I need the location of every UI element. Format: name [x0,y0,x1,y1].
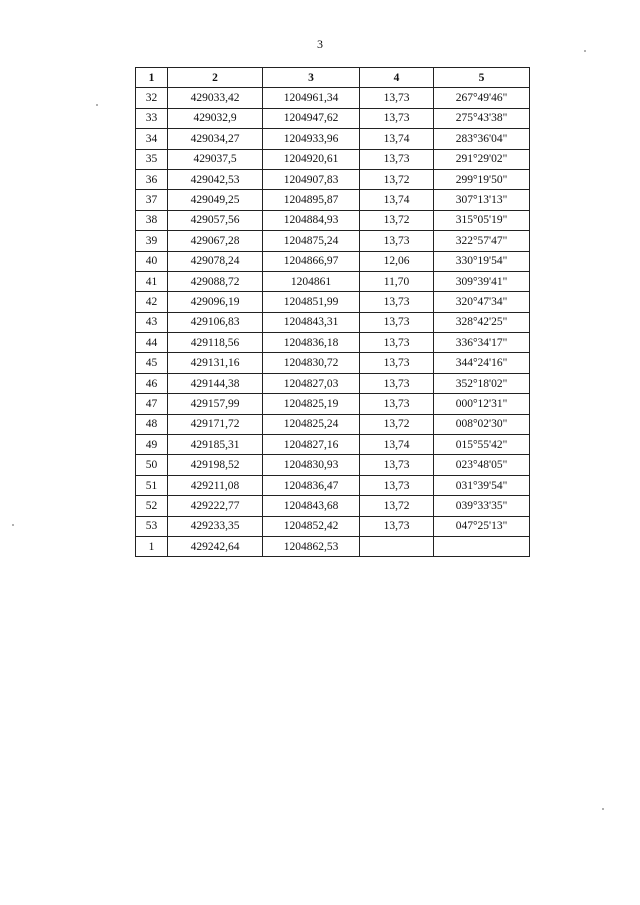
table-cell-col-5: 267°49'46" [434,88,530,108]
table-row [136,536,530,556]
table-cell-col-5: 023°48'05" [434,455,530,475]
table-row [136,496,530,516]
table-cell-col-4 [360,536,434,556]
header-col-5: 5 [434,68,530,88]
table-cell-col-5: 330°19'54" [434,251,530,271]
table-cell-col-3: 1204836,18 [263,333,360,353]
table-row [136,231,530,251]
table-cell-col-4: 13,73 [360,394,434,414]
table-cell-col-3: 1204830,93 [263,455,360,475]
table-row [136,475,530,495]
table-cell-col-4: 13,74 [360,190,434,210]
table-cell-col-2: 429078,24 [168,251,263,271]
table-row [136,455,530,475]
table-cell-col-1: 46 [136,373,168,393]
table-row [136,435,530,455]
table-cell-col-3: 1204933,96 [263,129,360,149]
table-row [136,108,530,128]
table-cell-col-2: 429171,72 [168,414,263,434]
table-cell-col-5: 336°34'17" [434,333,530,353]
table-cell-col-1: 40 [136,251,168,271]
table-cell-col-5: 299°19'50" [434,169,530,189]
table-cell-col-3: 1204827,03 [263,373,360,393]
table-cell-col-2: 429037,5 [168,149,263,169]
table-cell-col-4: 13,73 [360,312,434,332]
table-cell-col-1: 32 [136,88,168,108]
table-cell-col-1: 53 [136,516,168,536]
table-cell-col-2: 429233,35 [168,516,263,536]
table-cell-col-1: 48 [136,414,168,434]
table-cell-col-3: 1204843,68 [263,496,360,516]
table-cell-col-2: 429088,72 [168,271,263,291]
table-cell-col-5: 039°33'35" [434,496,530,516]
table-body [136,88,530,557]
table-cell-col-5: 315°05'19" [434,210,530,230]
table-cell-col-5: 344°24'16" [434,353,530,373]
table-cell-col-2: 429106,83 [168,312,263,332]
table-cell-col-2: 429131,16 [168,353,263,373]
table-cell-col-1: 41 [136,271,168,291]
table-cell-col-2: 429211,08 [168,475,263,495]
table-cell-col-5: 283°36'04" [434,129,530,149]
table-cell-col-4: 13,72 [360,414,434,434]
table-cell-col-3: 1204852,42 [263,516,360,536]
table-cell-col-5 [434,536,530,556]
table-row [136,149,530,169]
table-cell-col-4: 13,73 [360,353,434,373]
coordinates-table [135,67,530,557]
header-col-1: 1 [136,68,168,88]
page-number: 3 [317,37,323,51]
header-col-4: 4 [360,68,434,88]
table-cell-col-4: 13,73 [360,231,434,251]
table-cell-col-4: 13,73 [360,149,434,169]
table-row [136,516,530,536]
table-row [136,169,530,189]
table-cell-col-1: 36 [136,169,168,189]
table-cell-col-3: 1204825,19 [263,394,360,414]
table-cell-col-5: 328°42'25" [434,312,530,332]
table-cell-col-4: 13,73 [360,516,434,536]
header-col-3: 3 [263,68,360,88]
table-row [136,312,530,332]
table-cell-col-5: 352°18'02" [434,373,530,393]
table-cell-col-4: 12,06 [360,251,434,271]
table-cell-col-1: 43 [136,312,168,332]
scan-speck [96,104,98,106]
table-cell-col-5: 309°39'41" [434,271,530,291]
table-cell-col-5: 031°39'54" [434,475,530,495]
table-cell-col-5: 008°02'30" [434,414,530,434]
table-cell-col-4: 13,73 [360,108,434,128]
table-cell-col-3: 1204830,72 [263,353,360,373]
table-cell-col-4: 13,72 [360,169,434,189]
table-cell-col-4: 13,74 [360,435,434,455]
table-cell-col-5: 275°43'38" [434,108,530,128]
scan-speck [602,808,604,810]
table-row [136,414,530,434]
table-cell-col-3: 1204861 [263,271,360,291]
table-cell-col-3: 1204866,97 [263,251,360,271]
table-cell-col-2: 429042,53 [168,169,263,189]
table-cell-col-2: 429222,77 [168,496,263,516]
table-cell-col-5: 307°13'13" [434,190,530,210]
table-cell-col-5: 320°47'34" [434,292,530,312]
table-row [136,129,530,149]
table-cell-col-2: 429057,56 [168,210,263,230]
table-cell-col-4: 13,72 [360,496,434,516]
table-cell-col-1: 38 [136,210,168,230]
table-cell-col-1: 52 [136,496,168,516]
table-cell-col-2: 429198,52 [168,455,263,475]
table-cell-col-4: 13,73 [360,475,434,495]
table-header-row [136,68,530,88]
table-cell-col-3: 1204884,93 [263,210,360,230]
table-cell-col-2: 429144,38 [168,373,263,393]
table-cell-col-2: 429049,25 [168,190,263,210]
table-cell-col-4: 11,70 [360,271,434,291]
table-row [136,292,530,312]
table-cell-col-3: 1204947,62 [263,108,360,128]
table-cell-col-4: 13,73 [360,333,434,353]
table-cell-col-3: 1204920,61 [263,149,360,169]
table-cell-col-4: 13,73 [360,373,434,393]
table-cell-col-3: 1204825,24 [263,414,360,434]
table-cell-col-3: 1204875,24 [263,231,360,251]
table-cell-col-1: 34 [136,129,168,149]
table-cell-col-1: 35 [136,149,168,169]
table-cell-col-1: 51 [136,475,168,495]
table-cell-col-1: 1 [136,536,168,556]
table-cell-col-1: 37 [136,190,168,210]
table-cell-col-2: 429242,64 [168,536,263,556]
table-cell-col-1: 45 [136,353,168,373]
scan-speck [584,50,586,52]
scan-speck [12,524,14,526]
table-cell-col-5: 291°29'02" [434,149,530,169]
table-cell-col-5: 047°25'13" [434,516,530,536]
table-cell-col-2: 429067,28 [168,231,263,251]
table-cell-col-1: 33 [136,108,168,128]
table-row [136,210,530,230]
table-cell-col-3: 1204862,53 [263,536,360,556]
table-cell-col-1: 42 [136,292,168,312]
table-cell-col-4: 13,74 [360,129,434,149]
table-cell-col-3: 1204895,87 [263,190,360,210]
table-row [136,394,530,414]
table-row [136,353,530,373]
table-cell-col-1: 39 [136,231,168,251]
table-cell-col-2: 429096,19 [168,292,263,312]
table-cell-col-1: 49 [136,435,168,455]
table-row [136,88,530,108]
table-cell-col-1: 47 [136,394,168,414]
table-cell-col-2: 429185,31 [168,435,263,455]
table-row [136,251,530,271]
table-cell-col-4: 13,73 [360,88,434,108]
table-cell-col-5: 015°55'42" [434,435,530,455]
table-cell-col-5: 000°12'31" [434,394,530,414]
table-cell-col-3: 1204836,47 [263,475,360,495]
table-cell-col-4: 13,73 [360,292,434,312]
table-cell-col-3: 1204961,34 [263,88,360,108]
table-cell-col-2: 429118,56 [168,333,263,353]
table-cell-col-1: 44 [136,333,168,353]
table-cell-col-2: 429033,42 [168,88,263,108]
table-cell-col-1: 50 [136,455,168,475]
table-cell-col-2: 429034,27 [168,129,263,149]
table-cell-col-5: 322°57'47" [434,231,530,251]
table-cell-col-3: 1204851,99 [263,292,360,312]
table-row [136,373,530,393]
table-row [136,333,530,353]
header-col-2: 2 [168,68,263,88]
table-cell-col-4: 13,73 [360,455,434,475]
table-cell-col-3: 1204827,16 [263,435,360,455]
table-row [136,271,530,291]
table-cell-col-4: 13,72 [360,210,434,230]
table-cell-col-3: 1204907,83 [263,169,360,189]
table-row [136,190,530,210]
table-cell-col-3: 1204843,31 [263,312,360,332]
table-cell-col-2: 429157,99 [168,394,263,414]
table-cell-col-2: 429032,9 [168,108,263,128]
